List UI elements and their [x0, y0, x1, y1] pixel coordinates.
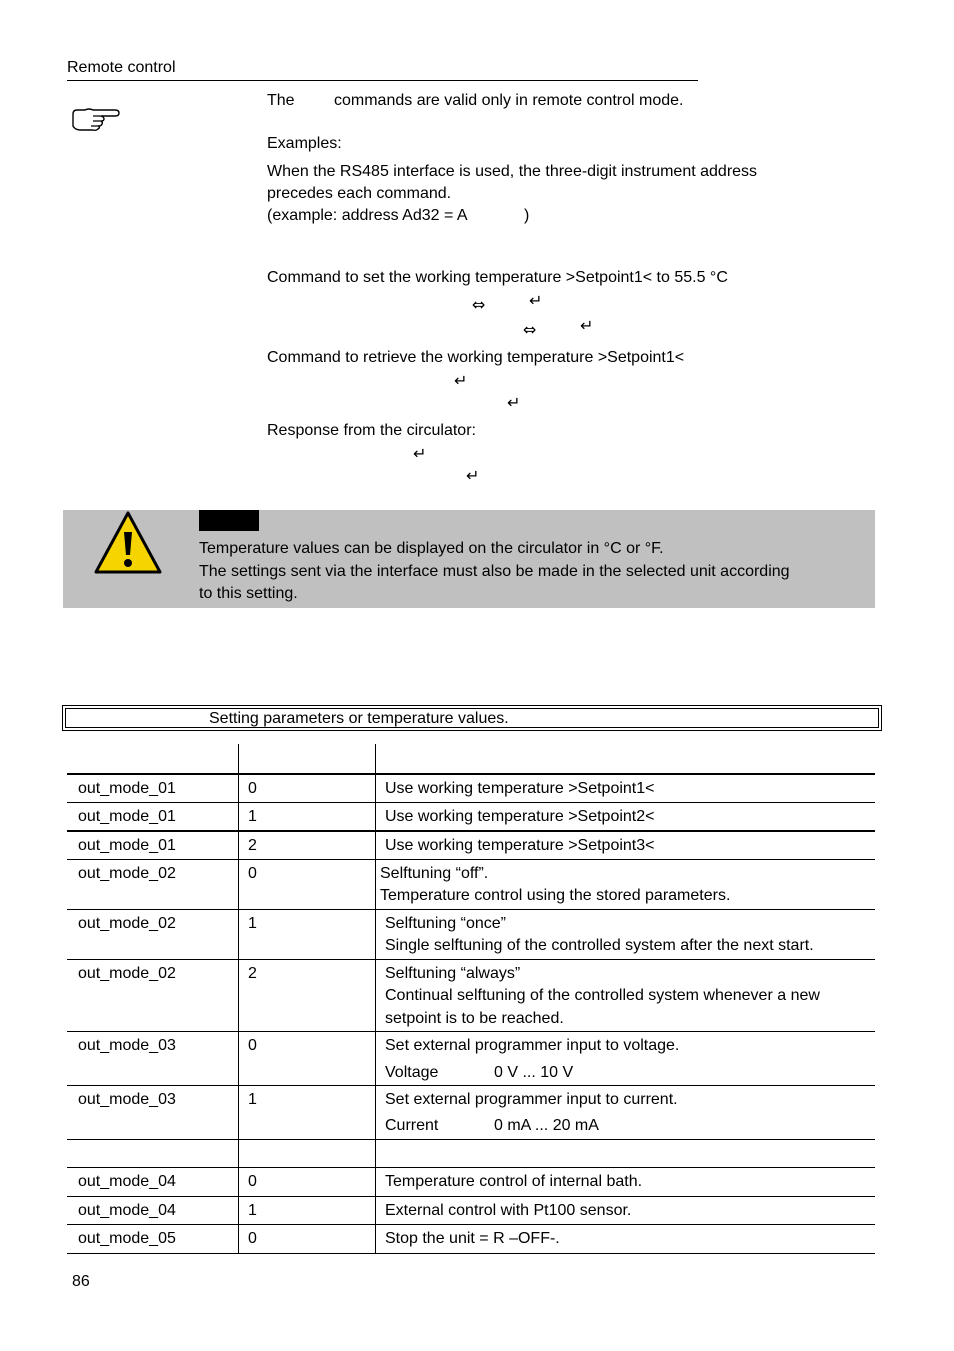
table-cell-description: Selftuning “always” [385, 965, 521, 982]
table-cell-description: Set external programmer input to voltage. [385, 1037, 680, 1054]
table-row-rule [67, 1139, 875, 1140]
table-cell-command: out_mode_04 [78, 1173, 176, 1190]
table-cell-command: out_mode_01 [78, 780, 176, 797]
return-icon: ↵ [454, 371, 468, 390]
table-header-rule [67, 773, 875, 775]
pointing-hand-icon [71, 106, 121, 134]
retrieve-command-heading: Command to retrieve the working temperature >Setpoint1< [267, 349, 685, 366]
table-row-rule [67, 1196, 875, 1197]
description-box [62, 705, 882, 731]
table-cell-command: out_mode_02 [78, 865, 176, 882]
table-cell-sub-label: Current [385, 1117, 439, 1134]
description-text: Setting parameters or temperature values. [209, 710, 509, 727]
response-heading: Response from the circulator: [267, 422, 476, 439]
table-cell-value: 0 [248, 780, 257, 797]
header-rule [67, 80, 698, 81]
table-cell-sub-value: 0 mA ... 20 mA [494, 1117, 599, 1134]
table-cell-value: 1 [248, 915, 257, 932]
table-cell-command: out_mode_01 [78, 808, 176, 825]
notice-box [63, 510, 875, 608]
table-cell-value: 2 [248, 837, 257, 854]
table-cell-description: Temperature control using the stored parameters. [380, 887, 731, 904]
table-cell-description: External control with Pt100 sensor. [385, 1202, 632, 1219]
table-column-divider [375, 744, 376, 1254]
return-icon: ↵ [466, 466, 480, 485]
return-icon: ↵ [529, 291, 543, 310]
notice-label-bar [199, 510, 259, 531]
table-cell-value: 0 [248, 1037, 257, 1054]
table-cell-description: Selftuning “once” [385, 915, 506, 932]
notice-line-1: Temperature values can be displayed on the circulator in °C or °F. [199, 540, 664, 557]
table-column-divider [238, 744, 239, 1254]
table-cell-command: out_mode_05 [78, 1230, 176, 1247]
table-cell-value: 0 [248, 1230, 257, 1247]
table-cell-value: 0 [248, 1173, 257, 1190]
table-row-rule [67, 959, 875, 960]
return-icon: ↵ [580, 316, 594, 335]
table-cell-command: out_mode_02 [78, 965, 176, 982]
table-row-rule [67, 1085, 875, 1086]
table-cell-description: Use working temperature >Setpoint1< [385, 780, 655, 797]
table-cell-sub-label: Voltage [385, 1064, 439, 1081]
table-cell-sub-value: 0 V ... 10 V [494, 1064, 574, 1081]
table-cell-value: 2 [248, 965, 257, 982]
rs485-line-3b: ) [524, 207, 530, 224]
table-cell-value: 1 [248, 808, 257, 825]
intro-line-a: The [267, 92, 295, 109]
table-cell-description: Continual selftuning of the controlled system whenever a new [385, 987, 820, 1004]
table-cell-command: out_mode_03 [78, 1091, 176, 1108]
rs485-line-1: When the RS485 interface is used, the three-digit instrument address [267, 163, 758, 180]
examples-label: Examples: [267, 135, 342, 152]
set-command-heading: Command to set the working temperature >Setpoint1< to 55.5 °C [267, 269, 728, 286]
table-cell-description: Set external programmer input to current. [385, 1091, 678, 1108]
return-icon: ↵ [507, 393, 521, 412]
notice-text [199, 538, 790, 606]
table-row-rule [67, 1167, 875, 1168]
table-row-rule [67, 802, 875, 803]
table-cell-description: Temperature control of internal bath. [385, 1173, 643, 1190]
rs485-line-2: precedes each command. [267, 185, 452, 202]
table-row-rule [67, 1253, 875, 1254]
bidirectional-arrow-icon: ⇔ [472, 295, 486, 314]
table-cell-command: out_mode_03 [78, 1037, 176, 1054]
rs485-line-3a: (example: address Ad32 = A [267, 207, 468, 224]
table-cell-value: 1 [248, 1091, 257, 1108]
table-cell-command: out_mode_01 [78, 837, 176, 854]
warning-triangle-icon [93, 510, 163, 576]
table-cell-description: Single selftuning of the controlled system after the next start. [385, 937, 814, 954]
section-title: Remote control [67, 59, 176, 76]
table-cell-value: 0 [248, 865, 257, 882]
page-number: 86 [72, 1273, 90, 1290]
table-cell-description: setpoint is to be reached. [385, 1010, 564, 1027]
table-cell-description: Use working temperature >Setpoint2< [385, 808, 655, 825]
table-row-rule [67, 830, 875, 832]
notice-line-3: to this setting. [199, 585, 298, 602]
table-cell-description: Selftuning “off”. [380, 865, 489, 882]
table-cell-description: Stop the unit = R –OFF-. [385, 1230, 560, 1247]
notice-line-2: The settings sent via the interface must also be made in the selected unit according [199, 562, 790, 580]
table-row-rule [67, 1031, 875, 1032]
table-cell-value: 1 [248, 1202, 257, 1219]
table-row-rule [67, 1224, 875, 1225]
bidirectional-arrow-icon: ⇔ [523, 320, 537, 339]
intro-line-b: commands are valid only in remote control mode. [334, 92, 684, 109]
table-cell-command: out_mode_04 [78, 1202, 176, 1219]
table-cell-command: out_mode_02 [78, 915, 176, 932]
table-row-rule [67, 859, 875, 860]
table-cell-description: Use working temperature >Setpoint3< [385, 837, 655, 854]
return-icon: ↵ [413, 444, 427, 463]
table-row-rule [67, 909, 875, 910]
